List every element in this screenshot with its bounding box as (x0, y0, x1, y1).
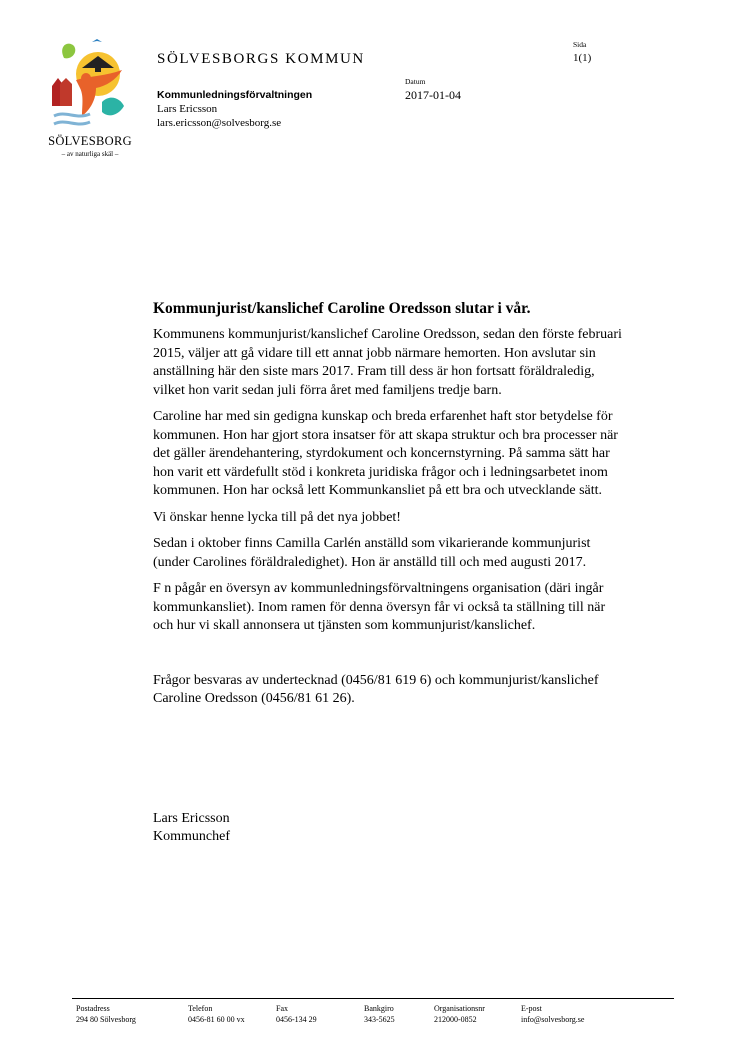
footer-value: 0456-81 60 00 vx (188, 1015, 245, 1024)
footer-value: 0456-134 29 (276, 1015, 317, 1024)
sender-name: Lars Ericsson (157, 103, 218, 115)
footer-value: info@solvesborg.se (521, 1015, 585, 1024)
date-value: 2017-01-04 (405, 88, 461, 102)
footer-email (521, 1003, 584, 1025)
footer-label: Telefon (188, 1004, 213, 1013)
municipality-logo (46, 36, 136, 131)
footer-phone (188, 1003, 245, 1025)
date-label: Datum (405, 77, 426, 86)
paragraph: F n pågår en översyn av kommunledningsförvaltningens organisation (däri ingår kommunkansliet). Inom ramen för denna översyn får vi också ta ställning till när och hur vi skall annonsera ut tjänsten som kommunjurist/kanslichef. (153, 581, 606, 633)
footer-value: 212000-0852 (434, 1015, 477, 1024)
signature-title: Kommunchef (153, 829, 230, 844)
letter-title: Kommunjurist/kanslichef Caroline Oredsson slutar i vår. (153, 300, 531, 317)
paragraph: Caroline har med sin gedigna kunskap och breda erfarenhet haft stor betydelse för kommunen. Hon har gjort stora insatser för att skapa struktur och bra processer när det gäller ärendehantering, styrdokument och koncernstyrning. På samma sätt har hon varit ett värdefullt stöd i konkreta juridiska frågor och i ledningsarbetet inom kommunen. Hon har också lett Kommunkansliet på ett bra och utvecklande sätt. (153, 409, 618, 498)
paragraph: Kommunens kommunjurist/kanslichef Caroline Oredsson, sedan den förste februari 2015, väljer att gå vidare till ett annat jobb närmare hemorten. Hon avslutar sin anställning här den siste mars 2017. Fram till dess är hon fortsatt föräldraledig, vilket hon varit sedan juli förra året med familjens tredje barn. (153, 327, 622, 398)
footer-fax (276, 1003, 317, 1025)
logo-text: SÖLVESBORG (48, 134, 132, 148)
sender-email: lars.ericsson@solvesborg.se (157, 117, 282, 129)
footer-bankgiro (364, 1003, 395, 1025)
footer-label: Organisationsnr (434, 1004, 485, 1013)
footer-label: E-post (521, 1004, 542, 1013)
footer-label: Fax (276, 1004, 288, 1013)
signature-name: Lars Ericsson (153, 811, 230, 826)
page-number: 1(1) (573, 52, 592, 64)
footer-orgnr (434, 1003, 485, 1025)
signature-block (153, 810, 230, 846)
logo-tagline: – av naturliga skäl – (61, 150, 119, 158)
paragraph: Vi önskar henne lycka till på det nya jobbet! (153, 509, 401, 525)
footer-label: Postadress (76, 1004, 110, 1013)
page-label: Sida (573, 40, 587, 49)
paragraph: Sedan i oktober finns Camilla Carlén anställd som vikarierande kommunjurist (under Carolines föräldraledighet). Hon är anställd till och med augusti 2017. (153, 536, 591, 570)
contact-paragraph: Frågor besvaras av undertecknad (0456/81 619 6) och kommunjurist/kanslichef Caroline Oredsson (0456/81 61 26). (153, 672, 599, 706)
footer-postal (76, 1003, 136, 1025)
department-name: Kommunledningsförvaltningen (157, 89, 313, 101)
letter-body (153, 299, 623, 717)
footer-label: Bankgiro (364, 1004, 394, 1013)
footer-divider (72, 998, 674, 999)
organization-name: SÖLVESBORGS KOMMUN (157, 51, 365, 67)
footer-value: 343-5625 (364, 1015, 395, 1024)
footer-value: 294 80 Sölvesborg (76, 1015, 136, 1024)
